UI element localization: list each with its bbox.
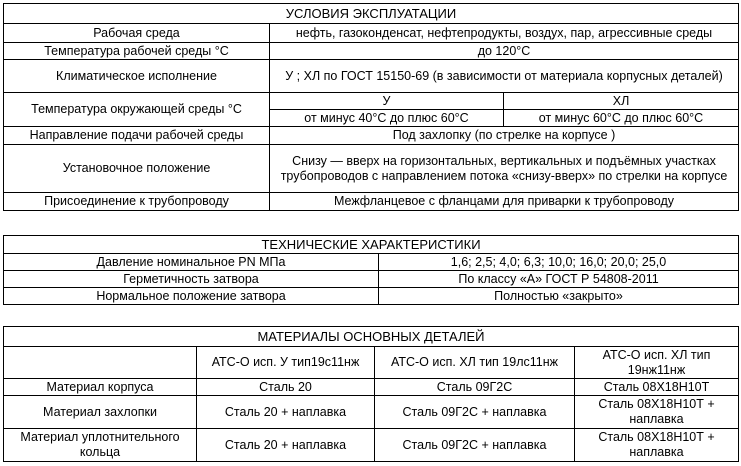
materials-corner-cell <box>4 347 197 379</box>
table-cell: Сталь 08Х18Н10Т + наплавка <box>575 396 739 429</box>
table-row <box>4 396 739 429</box>
install-position-label: Установочное положение <box>4 145 270 193</box>
operating-conditions-title: УСЛОВИЯ ЭКСПЛУАТАЦИИ <box>4 4 739 24</box>
medium-value: нефть, газоконденсат, нефтепродукты, воздух, пар, агрессивные среды <box>270 24 739 43</box>
table-cell: Сталь 09Г2С <box>375 379 575 396</box>
table-cell: Сталь 20 <box>197 379 375 396</box>
table-row <box>4 379 739 396</box>
flow-direction-value: Под захлопку (по стрелке на корпусе ) <box>270 127 739 145</box>
connection-value: Межфланцевое с фланцами для приварки к трубопроводу <box>270 193 739 211</box>
climate-label: Климатическое исполнение <box>4 60 270 93</box>
column-header-hl-19ls: АТС-О исп. ХЛ тип 19лс11нж <box>375 347 575 379</box>
seal-ring-material-label: Материал уплотнительного кольца <box>4 429 197 462</box>
pressure-label: Давление номинальное PN МПа <box>4 254 379 271</box>
medium-label: Рабочая среда <box>4 24 270 43</box>
medium-temp-value: до 120°С <box>270 43 739 60</box>
pressure-value: 1,6; 2,5; 4,0; 6,3; 10,0; 16,0; 20,0; 25,0 <box>379 254 739 271</box>
technical-title: ТЕХНИЧЕСКИЕ ХАРАКТЕРИСТИКИ <box>4 236 739 254</box>
ambient-u-header: У <box>270 93 504 110</box>
body-material-label: Материал корпуса <box>4 379 197 396</box>
flap-material-label: Материал захлопки <box>4 396 197 429</box>
table-cell: Сталь 09Г2С + наплавка <box>375 396 575 429</box>
ambient-hl-value: от минус 60°С до плюс 60°С <box>504 110 739 127</box>
medium-temp-label: Температура рабочей среды °С <box>4 43 270 60</box>
gate-position-label: Нормальное положение затвора <box>4 288 379 305</box>
table-cell: Сталь 08Х18Н10Т + наплавка <box>575 429 739 462</box>
ambient-temp-label: Температура окружающей среды °С <box>4 93 270 127</box>
materials-table <box>3 326 739 462</box>
flow-direction-label: Направление подачи рабочей среды <box>4 127 270 145</box>
table-row <box>4 429 739 462</box>
connection-label: Присоединение к трубопроводу <box>4 193 270 211</box>
gate-position-value: Полностью «закрыто» <box>379 288 739 305</box>
tightness-value: По классу «А» ГОСТ Р 54808-2011 <box>379 271 739 288</box>
table-cell: Сталь 08Х18Н10Т <box>575 379 739 396</box>
table-cell: Сталь 09Г2С + наплавка <box>375 429 575 462</box>
column-header-u: АТС-О исп. У тип19с11нж <box>197 347 375 379</box>
install-position-value: Снизу — вверх на горизонтальных, вертикальных и подъёмных участках трубопроводов с направлением потока «снизу-вверх» по стрелки на корпусе <box>270 145 739 193</box>
column-header-hl-19nzh: АТС-О исп. ХЛ тип 19нж11нж <box>575 347 739 379</box>
operating-conditions-table <box>3 3 739 211</box>
materials-title: МАТЕРИАЛЫ ОСНОВНЫХ ДЕТАЛЕЙ <box>4 327 739 347</box>
tightness-label: Герметичность затвора <box>4 271 379 288</box>
table-cell: Сталь 20 + наплавка <box>197 396 375 429</box>
table-cell: Сталь 20 + наплавка <box>197 429 375 462</box>
technical-table <box>3 235 739 305</box>
climate-value: У ; ХЛ по ГОСТ 15150-69 (в зависимости от материала корпусных деталей) <box>270 60 739 93</box>
ambient-u-value: от минус 40°С до плюс 60°С <box>270 110 504 127</box>
ambient-hl-header: ХЛ <box>504 93 739 110</box>
